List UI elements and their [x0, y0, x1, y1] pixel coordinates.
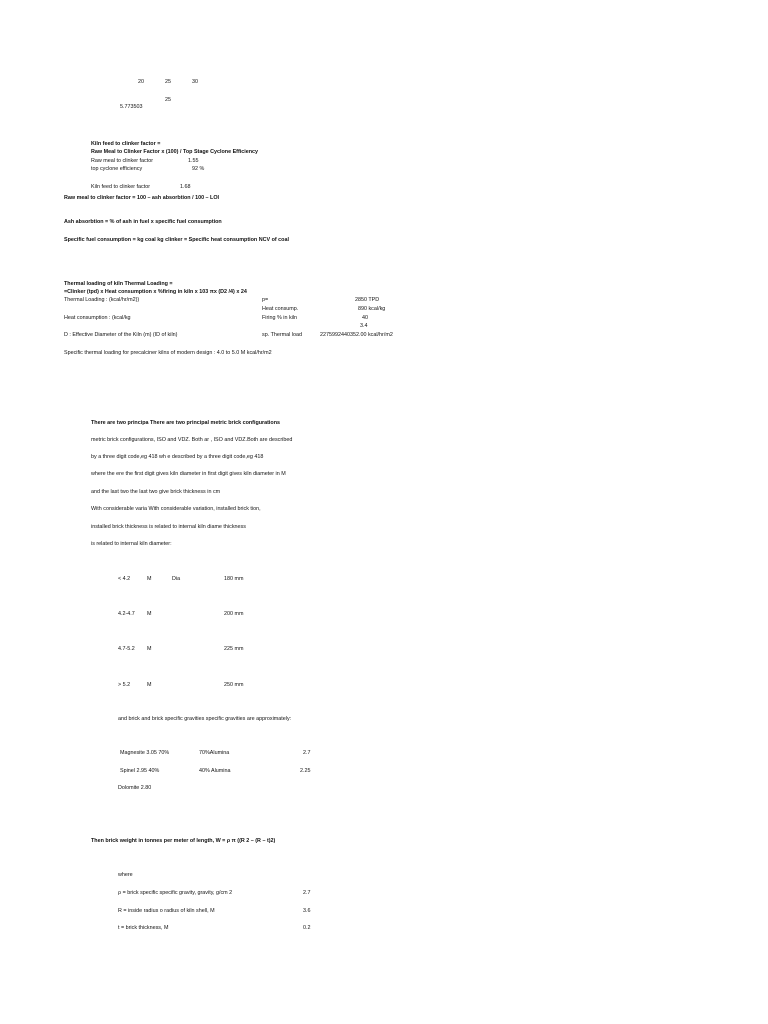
sp-thermal-label: sp. Thermal load — [262, 332, 303, 338]
heat-label: Heat consump. — [262, 306, 299, 312]
gravity-material: Magnesite 3.05 70% — [120, 750, 170, 756]
brick-line-2: by a three digit code,eg 418 wh e described by a three digit code,eg 418 — [91, 454, 264, 460]
raw-meal-formula: Raw meal to clinker factor = 100 – ash absorbtion / 100 – LOI — [64, 195, 220, 201]
kiln-feed-heading: Kiln feed to clinker factor = — [91, 141, 161, 147]
brick-heading: There are two principa There are two principal metric brick configurations — [91, 420, 281, 426]
thickness-value: 180 mm — [224, 576, 244, 582]
thermal-label-3: D : Effective Diameter of the Kiln (m) (ID of kiln) — [64, 332, 178, 338]
cyclone-label: top cyclone efficiency — [91, 166, 143, 172]
thickness-value: 200 mm — [224, 611, 244, 617]
thickness-range: 4.2-4.7 — [118, 611, 135, 617]
cyclone-value: 92 % — [192, 166, 205, 172]
top-number-4: 25 — [165, 97, 171, 103]
kiln-feed-result-label: Kiln feed to clinker factor — [91, 184, 151, 190]
weight-row-value: 0.2 — [303, 925, 311, 931]
thickness-value: 225 mm — [224, 646, 244, 652]
raw-meal-value: 1.55 — [188, 158, 199, 164]
thickness-unit: M — [147, 611, 152, 617]
top-number-3: 30 — [192, 79, 198, 85]
top-number-5: 5.773503 — [120, 104, 143, 110]
thickness-range: 4.7-5.2 — [118, 646, 135, 652]
kiln-feed-result-value: 1.68 — [180, 184, 191, 190]
thermal-note: Specific thermal loading for precalciner kilns of modern design : 4.0 to 5.0 M kcal/hr/m2 — [64, 350, 272, 356]
gravity-intro: and brick and brick specific gravities specific gravities are approximately: — [118, 716, 292, 722]
top-number-2: 25 — [165, 79, 171, 85]
thickness-unit: M — [147, 646, 152, 652]
thermal-label-2: Heat consumption : (kcal/kg — [64, 315, 131, 321]
weight-row-value: 2.7 — [303, 890, 311, 896]
thickness-value: 250 mm — [224, 682, 244, 688]
brick-line-4: and the last two the last two give brick thickness in cm — [91, 489, 221, 495]
where-label: where — [118, 872, 133, 878]
thickness-unit: M — [147, 576, 152, 582]
brick-line-6: installed brick thickness is related to internal kiln diame thickness — [91, 524, 246, 530]
raw-meal-label: Raw meal to clinker factor — [91, 158, 154, 164]
weight-heading: Then brick weight in tonnes per meter of length, W = ρ π ((R 2 – (R – t)2) — [91, 838, 276, 844]
thickness-extra: Dia — [172, 576, 181, 582]
top-number-1: 20 — [138, 79, 144, 85]
p-value: 2850 TPD — [355, 297, 380, 303]
thermal-label-1: Thermal Loading : (kcal/hr/m2)) — [64, 297, 140, 303]
weight-row-label: t = brick thickness, M — [118, 925, 169, 931]
gravity-value: 2.25 — [300, 768, 311, 774]
ash-absorbtion-formula: Ash absorbtion = % of ash in fuel x specific fuel consumption — [64, 219, 222, 225]
brick-line-5: With considerable varia With considerable variation, installed brick tion, — [91, 506, 261, 512]
diameter-value: 3.4 — [360, 323, 368, 329]
thermal-formula: =Clinker (tpd) x Heat consumption x %firing in kiln x 103 πx (D2 /4) x 24 — [64, 289, 247, 295]
heat-value: 890 kcal/kg — [358, 306, 386, 312]
fuel-consumption-formula: Specific fuel consumption = kg coal kg clinker = Specific heat consumption NCV of coal — [64, 237, 289, 243]
firing-label: Firing % in kiln — [262, 315, 298, 321]
kiln-feed-formula: Raw Meal to Clinker Factor x (100) / Top Stage Cyclone Efficiency — [91, 149, 259, 155]
gravity-material: Dolomite 2.80 — [118, 785, 152, 791]
gravity-value: 2.7 — [303, 750, 311, 756]
weight-row-value: 3.6 — [303, 908, 311, 914]
weight-row-label: ρ = brick specific specific gravity, gravity, g/cm 2 — [118, 890, 233, 896]
thickness-range: > 5.2 — [118, 682, 131, 688]
p-label: p= — [262, 297, 269, 303]
brick-line-1: metric brick configurations, ISO and VDZ. Both ar , ISO and VDZ.Both are described — [91, 437, 293, 443]
thickness-range: < 4.2 — [118, 576, 131, 582]
weight-row-label: R = inside radius o radius of kiln shell, M — [118, 908, 215, 914]
gravity-alumina: 40% Alumina — [199, 768, 231, 774]
thickness-unit: M — [147, 682, 152, 688]
sp-thermal-value: 2275992440352.00 kcal/hr/m2 — [320, 332, 393, 338]
thermal-heading: Thermal loading of kiln Thermal Loading = — [64, 281, 173, 287]
brick-line-3: where the ere the first digit gives kiln diameter in first digit gives kiln diameter in M — [91, 471, 286, 477]
brick-line-7: is related to internal kiln diameter: — [91, 541, 172, 547]
gravity-alumina: 70%Alumina — [199, 750, 230, 756]
gravity-material: Spinel 2.95 40% — [120, 768, 160, 774]
firing-value: 40 — [362, 315, 368, 321]
